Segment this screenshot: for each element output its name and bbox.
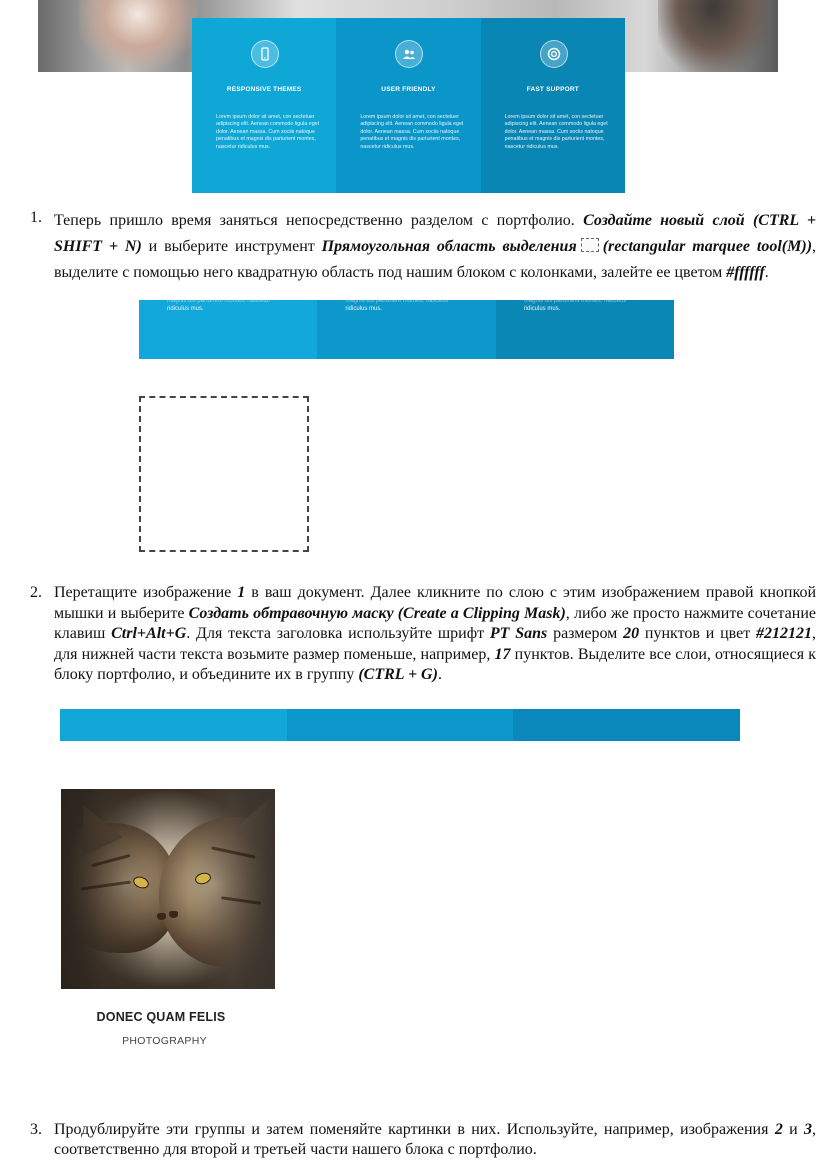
feature-text: Lorem ipsum dolor sit amet, con sectetuer adipiscing elit. Aenean commodo ligula eget dolor. Aenean massa. Cum sociis natoque penatibus et magnis dis parturient montes, nascetur ridiculus mus. — [504, 114, 608, 150]
crop-column — [139, 300, 317, 359]
step-text-fragment: и выберите инструмент — [141, 238, 322, 255]
emphasis-text: #212121 — [756, 625, 813, 643]
emphasis-text: (rectangular marquee tool(M)) — [602, 238, 813, 255]
columns-crop-screenshot — [139, 300, 674, 359]
hero-person-right — [658, 0, 768, 72]
step-text — [54, 208, 816, 286]
portfolio-item-subtitle: PHOTOGRAPHY — [122, 1035, 207, 1047]
emphasis-text: 20 — [623, 625, 640, 643]
step-text-fragment: . Для текста заголовка используйте шрифт — [186, 625, 490, 643]
users-icon — [395, 40, 423, 68]
step-number: 2. — [30, 584, 42, 601]
columns-band — [60, 709, 740, 741]
step-text-fragment: размером — [547, 625, 624, 643]
emphasis-text: PT Sans — [489, 625, 548, 643]
band-segment — [513, 709, 740, 741]
crop-text-top: magnis dis parturient montes, nascetur — [167, 298, 271, 304]
emphasis-text: Создать обтравочную маску (Create a Clipping Mask) — [188, 604, 566, 622]
feature-column — [336, 18, 480, 193]
emphasis-text: (CTRL + G) — [358, 666, 438, 684]
step-1 — [30, 208, 816, 290]
crop-text: ridiculus mus. — [167, 306, 204, 312]
feature-title: FAST SUPPORT — [526, 86, 579, 93]
emphasis-text: 2 — [774, 1121, 783, 1138]
step-text-fragment: . — [764, 264, 769, 281]
emphasis-text: 3 — [804, 1121, 813, 1138]
feature-title: USER FRIENDLY — [381, 86, 436, 93]
features-block — [192, 18, 625, 193]
crop-text: ridiculus mus. — [523, 306, 561, 312]
step-2 — [30, 583, 816, 693]
emphasis-text: 17 — [494, 645, 511, 663]
band-segment — [287, 709, 514, 741]
emphasis-text: Прямоугольная область выделения — [321, 238, 577, 255]
step-text-fragment: пунктов и цвет — [639, 625, 757, 643]
feature-column — [192, 18, 336, 193]
step-3 — [30, 1120, 816, 1160]
marquee-tool-icon — [581, 238, 599, 252]
emphasis-text: Ctrl+Alt+G — [111, 625, 187, 643]
crop-text: ridiculus mus. — [345, 306, 383, 312]
step-number: 1. — [30, 209, 42, 226]
marquee-selection — [139, 396, 309, 552]
emphasis-text: #ffffff — [726, 264, 765, 281]
step-text-fragment: Продублируйте эти группы и затем поменяйте картинки в них. Используйте, например, изображения — [54, 1121, 775, 1138]
step-text — [54, 1120, 816, 1160]
crop-column — [317, 300, 495, 359]
emphasis-text: Создайте новый слой (CTRL + SHIFT + N) — [54, 212, 816, 255]
step-text-fragment: и — [782, 1121, 805, 1138]
portfolio-item-title: DONEC QUAM FELIS — [96, 1010, 226, 1024]
crop-text-top: magnis dis parturient montes, nascetur — [345, 298, 449, 304]
feature-text: Lorem ipsum dolor sit amet, con sectetuer adipiscing elit. Aenean commodo ligula eget dolor. Aenean massa. Cum sociis natoque penatibus et magnis dis parturient montes, nascetur ridiculus mus. — [360, 114, 464, 150]
phone-icon — [251, 40, 279, 68]
step-text-fragment: , выделите с помощью него квадратную область под нашим блоком с колонками, залейте ее цветом — [54, 238, 816, 281]
step-text-fragment: пунктов. Выделите все слои, относящиеся к блоку портфолио, и объедините их в группу — [54, 645, 816, 684]
feature-title: RESPONSIVE THEMES — [226, 86, 302, 93]
cats-photo — [61, 789, 275, 989]
crop-column — [496, 300, 674, 359]
step-text-fragment: Перетащите изображение — [54, 584, 238, 601]
step-number: 3. — [30, 1121, 42, 1138]
lifebuoy-icon — [540, 40, 568, 68]
step-text-fragment: , соответственно для второй и третьей части нашего блока с портфолио. — [54, 1121, 816, 1158]
step-text-fragment: , для нижней части текста возьмите размер поменьше, например, — [54, 625, 816, 663]
band-segment — [60, 709, 287, 741]
step-text-fragment: . — [437, 666, 442, 684]
hero-person-left — [78, 0, 198, 72]
step-text — [54, 583, 816, 686]
emphasis-text: 1 — [237, 584, 246, 601]
crop-text-top: magnis dis parturient montes, nascetur — [523, 298, 628, 304]
feature-column — [481, 18, 625, 193]
feature-text: Lorem ipsum dolor sit amet, con sectetuer adipiscing elit. Aenean commodo ligula eget dolor. Aenean massa. Cum sociis natoque penatibus et magnis dis parturient montes, nascetur ridiculus mus. — [216, 114, 320, 150]
step-text-fragment: Теперь пришло время заняться непосредственно разделом с портфолио. — [54, 212, 584, 229]
step-text-fragment: в ваш документ. Далее кликните по слою с этим изображением правой кнопкой мышки и выберите — [54, 584, 816, 622]
step-text-fragment: , либо же просто нажмите сочетание клавиш — [54, 604, 816, 643]
